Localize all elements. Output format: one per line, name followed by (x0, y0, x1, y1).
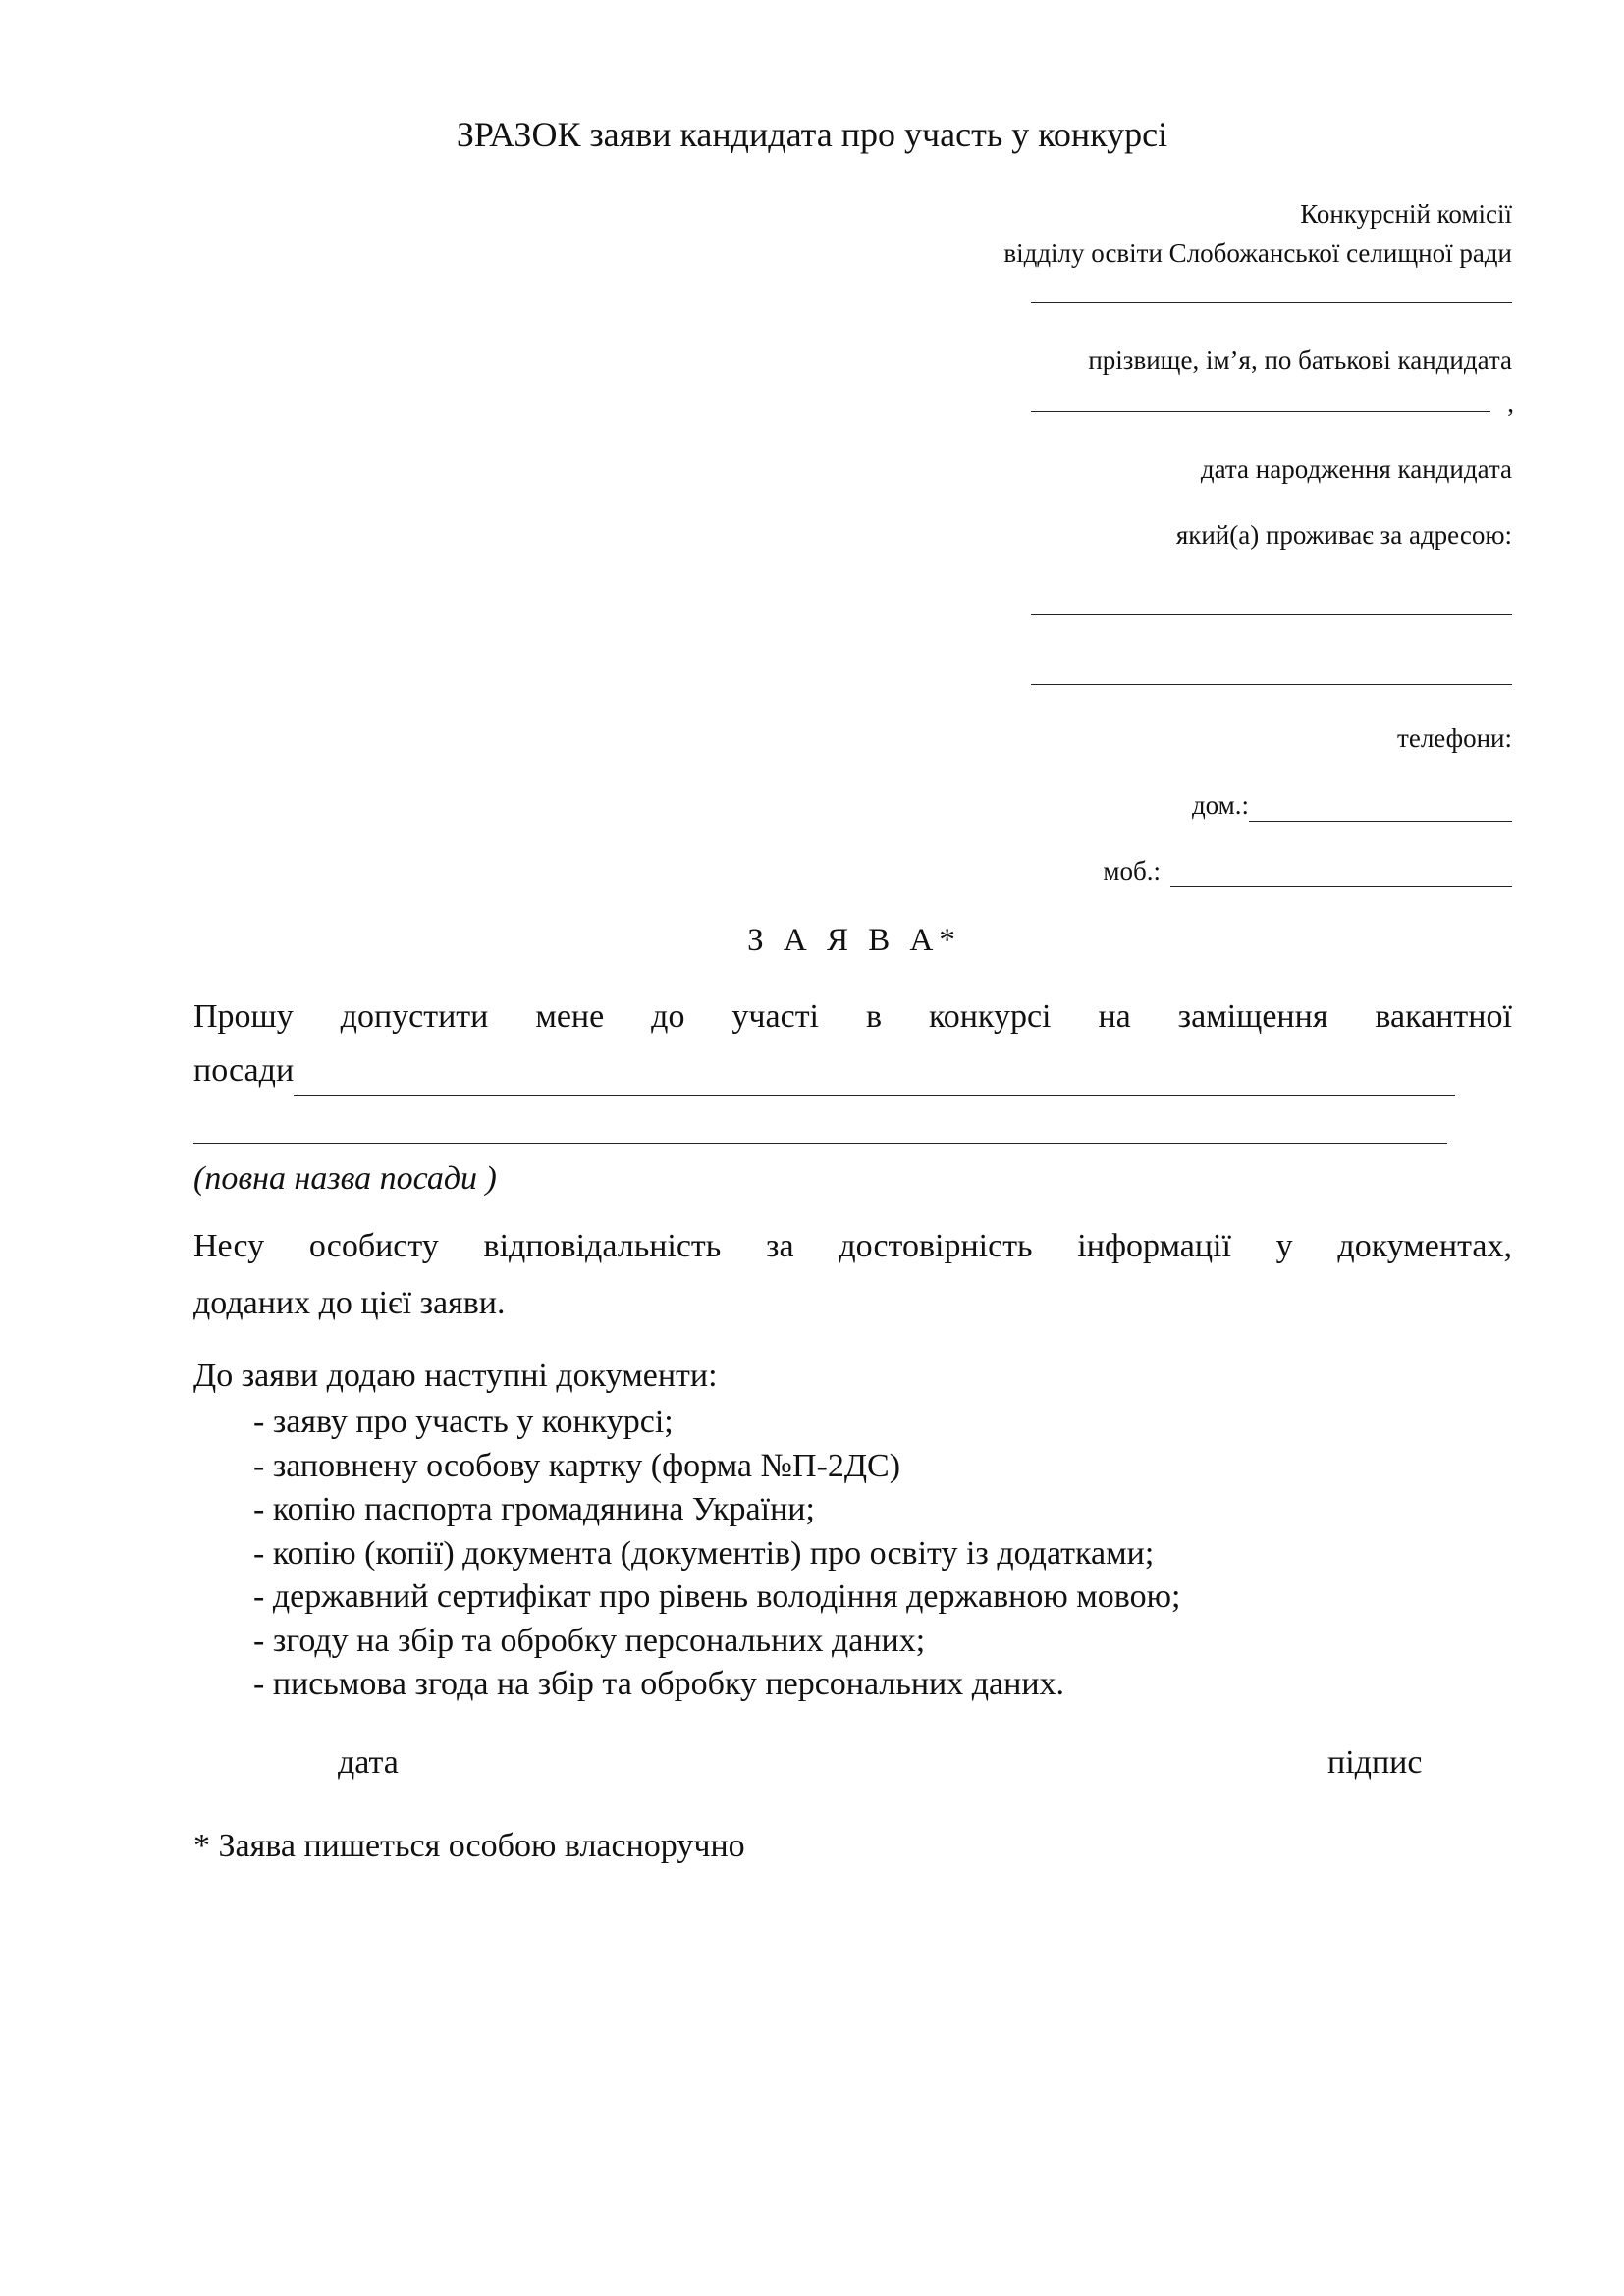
footnote: * Заява пишеться особою власноручно (193, 1828, 745, 1864)
responsibility-word: відповідальність (483, 1228, 722, 1264)
phones-label: телефони: (1397, 723, 1512, 753)
addressee-commission: Конкурсній комісії (1300, 199, 1512, 229)
position-blank-2[interactable] (193, 1143, 1447, 1144)
responsibility-word: за (766, 1228, 794, 1264)
responsibility-word: інформації (1077, 1228, 1231, 1264)
list-item: - копію (копії) документа (документів) про освіту із додатками; (253, 1534, 1155, 1572)
name-comma: , (1507, 389, 1514, 418)
responsibility-word: особисту (308, 1228, 439, 1264)
list-item: - письмова згода на збір та обробку персональних даних. (253, 1666, 1065, 1702)
position-blank-1[interactable] (294, 1046, 1455, 1096)
home-phone-blank[interactable] (1249, 790, 1512, 822)
list-item: - копію паспорта громадянина України; (253, 1491, 815, 1527)
addressee-department: відділу освіти Слобожанської селищної ради (1003, 239, 1512, 268)
home-phone-row (1192, 790, 1512, 822)
address-label: який(а) проживає за адресою: (1175, 520, 1512, 550)
request-word: заміщення (1177, 998, 1328, 1035)
position-label: посади (193, 1052, 295, 1089)
responsibility-word: Несу (193, 1228, 265, 1264)
request-word: на (1098, 998, 1131, 1035)
request-word: до (651, 998, 685, 1035)
documents-list (253, 1401, 1180, 1707)
address-blank-line-1[interactable] (1031, 614, 1512, 615)
mobile-phone-row (1103, 856, 1512, 887)
list-item: - заяву про участь у конкурсі; (253, 1404, 674, 1440)
request-line-1 (193, 998, 1512, 1036)
request-word: в (865, 998, 882, 1035)
request-word: участі (731, 998, 819, 1035)
position-hint: (повна назва посади ) (193, 1160, 497, 1197)
name-blank-line[interactable] (1031, 302, 1512, 303)
responsibility-word: достовірність (839, 1228, 1033, 1264)
position-row (193, 1046, 1455, 1096)
responsibility-word: у (1275, 1228, 1293, 1264)
list-item: - згоду на збір та обробку персональних даних; (253, 1622, 926, 1659)
document-title: ЗРАЗОК заяви кандидата про участь у конкурсі (456, 115, 1168, 154)
statement-heading: З А Я В А* (747, 923, 961, 958)
list-item: - заповнену особову картку (форма №П-2ДС) (253, 1447, 901, 1484)
responsibility-word: документах, (1337, 1228, 1512, 1264)
request-word: допустити (340, 998, 489, 1035)
request-word: вакантної (1375, 998, 1512, 1035)
home-phone-label: дом.: (1191, 790, 1249, 820)
signature-label: підпис (1327, 1744, 1423, 1781)
responsibility-line-2: доданих до цієї заяви. (193, 1285, 506, 1321)
mobile-phone-blank[interactable] (1170, 856, 1512, 887)
request-word: конкурсі (928, 998, 1052, 1035)
birthdate-blank-line[interactable] (1031, 411, 1490, 412)
name-label: прізвище, ім’я, по батькові кандидата (1088, 346, 1512, 375)
mobile-phone-label: моб.: (1103, 856, 1161, 885)
address-blank-line-2[interactable] (1031, 684, 1512, 685)
date-label: дата (338, 1744, 399, 1781)
responsibility-line-1 (193, 1228, 1512, 1265)
request-word: мене (535, 998, 605, 1035)
list-item: - державний сертифікат про рівень володіння державною мовою; (253, 1578, 1181, 1615)
birthdate-label: дата народження кандидата (1200, 454, 1512, 484)
documents-intro: До заяви додаю наступні документи: (193, 1358, 718, 1394)
request-word: Прошу (193, 998, 294, 1035)
